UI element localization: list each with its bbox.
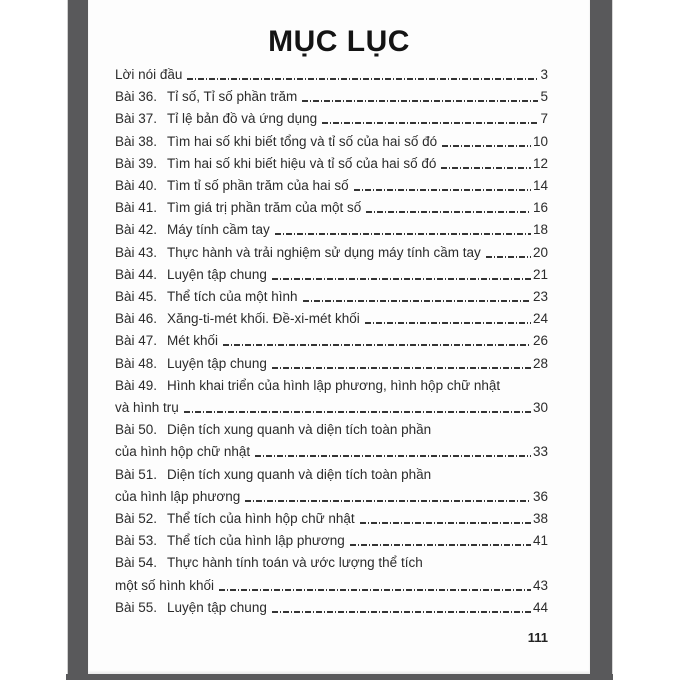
toc-entry-line: [115, 64, 548, 86]
lesson-title: Thực hành tính toán và ước lượng thể tích: [167, 555, 423, 571]
lesson-title: Hình khai triển của hình lập phương, hình hộp chữ nhật: [167, 377, 501, 393]
lesson-label: Bài 55.: [115, 599, 158, 615]
lesson-title-continued: và hình trụ: [115, 400, 179, 416]
lesson-label: Bài 39.: [115, 155, 158, 171]
dotted-leader: [441, 167, 531, 169]
lesson-page-number: 7: [540, 111, 548, 127]
lesson-page-number: 14: [532, 178, 548, 194]
toc-entry: [115, 175, 548, 197]
lesson-label: Bài 52.: [115, 511, 158, 527]
lesson-page-number: 18: [532, 222, 548, 238]
lesson-title: Máy tính cầm tay: [167, 222, 270, 238]
lesson-page-number: 3: [540, 67, 548, 82]
toc-entry: [115, 330, 548, 352]
toc-entry-line: [115, 242, 548, 264]
lesson-page-number: 36: [532, 488, 548, 504]
lesson-label: Bài 47.: [115, 333, 158, 349]
lesson-page-number: 30: [532, 400, 548, 416]
toc-entry: [115, 419, 548, 463]
lesson-label: Bài 41.: [115, 200, 158, 216]
toc-entry: [115, 597, 548, 619]
toc-entry: [115, 64, 548, 86]
toc-entry: [115, 197, 548, 219]
toc-entry-line: [115, 86, 548, 108]
toc-entry-line: [115, 219, 548, 241]
lesson-title: Tỉ số, Tỉ số phần trăm: [167, 89, 298, 105]
dotted-leader: [223, 344, 531, 346]
lesson-title: Thực hành và trải nghiệm sử dụng máy tính cầm tay: [167, 244, 481, 260]
toc-entry-line: [115, 197, 548, 219]
toc-entry-line: [115, 330, 548, 352]
toc-entry: [115, 353, 548, 375]
lesson-label: Bài 38.: [115, 133, 158, 149]
lesson-title: Diện tích xung quanh và diện tích toàn phần: [167, 466, 432, 482]
lesson-label: Bài 51.: [115, 466, 158, 482]
toc-entry: [115, 264, 548, 286]
lesson-title: Tỉ lệ bản đồ và ứng dụng: [167, 111, 318, 127]
lesson-page-number: 41: [532, 533, 548, 549]
lesson-page-number: 23: [532, 289, 548, 305]
lesson-page-number: 21: [532, 266, 548, 282]
toc-entry: [115, 153, 548, 175]
lesson-page-number: 10: [532, 133, 548, 149]
lesson-page-number: 5: [540, 89, 548, 105]
lesson-page-number: 16: [532, 200, 548, 216]
toc-list: [88, 64, 590, 619]
dotted-leader: [354, 189, 531, 191]
lesson-title: Thể tích của một hình: [167, 289, 298, 305]
toc-entry-line: [115, 419, 548, 441]
dotted-leader: [187, 78, 538, 80]
lesson-title-continued: một số hình khối: [115, 577, 215, 593]
lesson-label: Bài 48.: [115, 355, 158, 371]
lesson-label: Bài 42.: [115, 222, 158, 238]
toc-entry: [115, 308, 548, 330]
dotted-leader: [486, 256, 531, 258]
toc-entry-line: [115, 375, 548, 397]
lesson-title: Tìm hai số khi biết hiệu và tỉ số của hai số đó: [167, 155, 437, 171]
toc-entry-line: [115, 175, 548, 197]
dotted-leader: [245, 500, 531, 502]
book-edge-left: [68, 0, 88, 680]
toc-entry-line: [115, 552, 548, 574]
toc-entry-continuation: [115, 486, 548, 508]
dotted-leader: [442, 145, 531, 147]
dotted-leader: [272, 367, 531, 369]
dotted-leader: [275, 233, 531, 235]
toc-entry-line: [115, 464, 548, 486]
dotted-leader: [350, 544, 531, 546]
toc-entry-line: [115, 508, 548, 530]
lesson-title: Xăng-ti-mét khối. Đề-xi-mét khối: [167, 311, 360, 327]
lesson-title: Tìm tỉ số phần trăm của hai số: [167, 178, 349, 194]
lesson-label: Bài 43.: [115, 244, 158, 260]
lesson-title: Thể tích của hình lập phương: [167, 533, 345, 549]
toc-entry: [115, 464, 548, 508]
book-edge-right: [590, 0, 612, 680]
dotted-leader: [366, 211, 531, 213]
lesson-title: Thể tích của hình hộp chữ nhật: [167, 511, 355, 527]
lesson-page-number: 12: [532, 155, 548, 171]
page-number: 111: [527, 630, 548, 645]
lesson-label: Bài 50.: [115, 422, 158, 438]
lesson-title: Tìm hai số khi biết tổng và tỉ số của hai số đó: [167, 133, 438, 149]
lesson-page-number: 44: [532, 599, 548, 615]
lesson-label: Bài 36.: [115, 89, 158, 105]
toc-entry: [115, 219, 548, 241]
lesson-label: Bài 49.: [115, 377, 158, 393]
dotted-leader: [302, 100, 538, 102]
toc-entry: [115, 242, 548, 264]
lesson-label: Bài 54.: [115, 555, 158, 571]
dotted-leader: [184, 411, 531, 413]
lesson-label: Bài 46.: [115, 311, 158, 327]
toc-entry: [115, 375, 548, 419]
lesson-page-number: 33: [532, 444, 548, 460]
toc-page: [88, 0, 590, 674]
dotted-leader: [360, 522, 531, 524]
lesson-label: Bài 45.: [115, 289, 158, 305]
toc-entry-line: [115, 264, 548, 286]
dotted-leader: [303, 300, 531, 302]
lesson-title: Luyện tập chung: [167, 266, 267, 282]
lesson-page-number: 38: [532, 511, 548, 527]
toc-entry-line: [115, 286, 548, 308]
lesson-title: Tìm giá trị phần trăm của một số: [167, 200, 362, 216]
dotted-leader: [365, 322, 531, 324]
toc-entry-line: [115, 597, 548, 619]
toc-entry-continuation: [115, 397, 548, 419]
toc-entry-line: [115, 153, 548, 175]
dotted-leader: [255, 455, 531, 457]
page-title: MỤC LỤC: [268, 25, 410, 58]
dotted-leader: [219, 589, 531, 591]
toc-entry: [115, 530, 548, 552]
lesson-title: Luyện tập chung: [167, 599, 267, 615]
dotted-leader: [272, 611, 531, 613]
lesson-page-number: 20: [532, 244, 548, 260]
toc-entry: [115, 131, 548, 153]
lesson-label: Bài 44.: [115, 266, 158, 282]
toc-entry-continuation: [115, 441, 548, 463]
lesson-label: Bài 37.: [115, 111, 158, 127]
lesson-title: Diện tích xung quanh và diện tích toàn phần: [167, 422, 432, 438]
book-edge-bottom: [66, 674, 613, 680]
dotted-leader: [272, 278, 531, 280]
toc-entry-line: [115, 308, 548, 330]
toc-entry: [115, 286, 548, 308]
toc-entry-line: [115, 353, 548, 375]
lesson-page-number: 28: [532, 355, 548, 371]
lesson-title-continued: của hình lập phương: [115, 488, 241, 504]
lesson-title: Mét khối: [167, 333, 219, 349]
lesson-label: Bài 53.: [115, 533, 158, 549]
dotted-leader: [322, 122, 538, 124]
toc-entry: [115, 508, 548, 530]
toc-entry-line: [115, 530, 548, 552]
toc-entry-continuation: [115, 575, 548, 597]
lesson-page-number: 43: [532, 577, 548, 593]
lesson-label: Bài 40.: [115, 178, 158, 194]
lesson-page-number: 26: [532, 333, 548, 349]
toc-entry-line: [115, 108, 548, 130]
lesson-title-continued: của hình hộp chữ nhật: [115, 444, 251, 460]
lesson-page-number: 24: [532, 311, 548, 327]
toc-entry-line: [115, 131, 548, 153]
lesson-title: Luyện tập chung: [167, 355, 267, 371]
toc-entry: [115, 108, 548, 130]
toc-entry: [115, 552, 548, 596]
toc-entry: [115, 86, 548, 108]
lesson-title: Lời nói đầu: [115, 67, 183, 82]
